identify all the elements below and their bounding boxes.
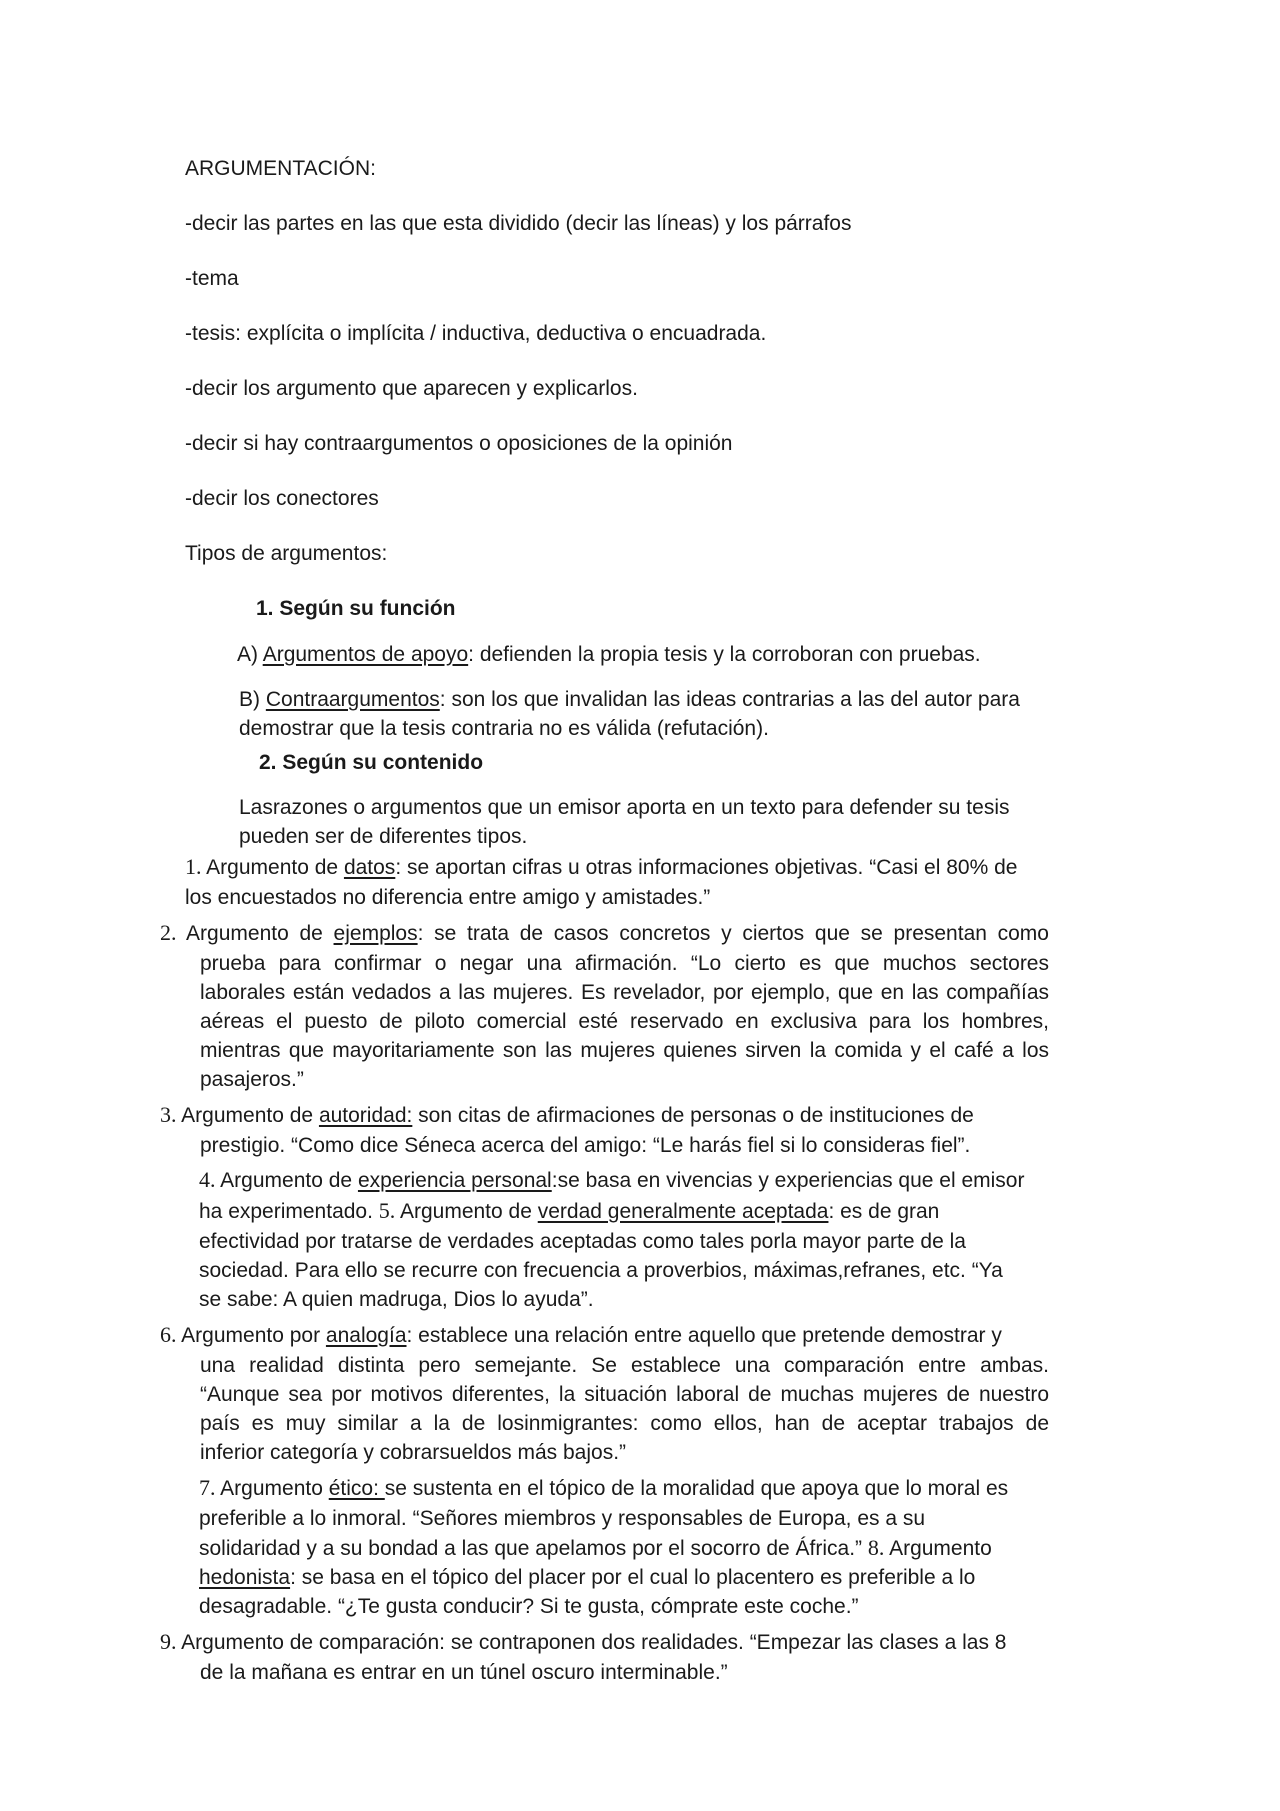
support-arguments-line: A) Argumentos de apoyo: defienden la propia tesis y la corroboran con pruebas. [237, 643, 981, 666]
term-autoridad: autoridad: [318, 1104, 413, 1127]
instruction-item: -decir los argumento que aparecen y explicarlos. [185, 377, 638, 400]
argument-3: 3. Argumento de autoridad: son citas de afirmaciones de personas o de instituciones de [160, 1102, 974, 1127]
argument-6-line-5: inferior categoría y cobrarsueldos más bajos.” [200, 1441, 627, 1464]
argument-1-line-2: los encuestados no diferencia entre amigo y amistades.” [185, 886, 711, 909]
instruction-item: -decir si hay contraargumentos o oposiciones de la opinión [185, 432, 733, 455]
argument-2-line-4: aéreas el puesto de piloto comercial esté reservado en exclusiva para los hombres, [200, 1010, 1049, 1033]
argument-8-line-3: desagradable. “¿Te gusta conducir? Si te gusta, cómprate este coche.” [199, 1595, 859, 1618]
argument-5-line-4: se sabe: A quien madruga, Dios lo ayuda”. [199, 1288, 594, 1311]
argument-6-line-4: país es muy similar a la de losinmigrantes: como ellos, han de aceptar trabajos de [200, 1412, 1049, 1435]
argument-7-line-2: preferible a lo inmoral. “Señores miembros y responsables de Europa, es a su [199, 1507, 926, 1530]
argument-5: ha experimentado. 5. Argumento de verdad generalmente aceptada: es de gran [199, 1198, 940, 1223]
section2-intro: Lasrazones o argumentos que un emisor aporta en un texto para defender su tesis [239, 796, 1010, 819]
argument-9: 9. Argumento de comparación: se contraponen dos realidades. “Empezar las clases a las 8 [160, 1629, 1007, 1654]
counterarguments-line: B) Contraargumentos: son los que invalidan las ideas contrarias a las del autor para [239, 688, 1020, 711]
document-title: ARGUMENTACIÓN: [185, 157, 376, 180]
argument-8-line-2: hedonista: se basa en el tópico del placer por el cual lo placentero es preferible a lo [199, 1566, 976, 1589]
term-hedonista: hedonista [199, 1566, 291, 1589]
argument-2-line-2: prueba para confirmar o negar una afirmación. “Lo cierto es que muchos sectores [200, 952, 1049, 975]
argument-6: 6. Argumento por analogía: establece una relación entre aquello que pretende demostrar y [160, 1322, 1002, 1347]
argument-2-line-3: laborales están vedados a las mujeres. Es revelador, por ejemplo, que en las compañías [200, 981, 1049, 1004]
argument-1: 1. Argumento de datos: se aportan cifras u otras informaciones objetivas. “Casi el 80% de [185, 854, 1018, 879]
argument-6-line-2: una realidad distinta pero semejante. Se establece una comparación entre ambas. [200, 1354, 1049, 1377]
term-counterarguments: Contraargumentos [265, 688, 440, 711]
argument-7: 7. Argumento ético: se sustenta en el tópico de la moralidad que apoya que lo moral es [199, 1475, 1009, 1500]
argument-5-line-3: sociedad. Para ello se recurre con frecuencia a proverbios, máximas,refranes, etc. “Ya [199, 1259, 1003, 1282]
term-verdad-aceptada: verdad generalmente aceptada [537, 1200, 829, 1223]
argument-5-line-2: efectividad por tratarse de verdades aceptadas como tales porla mayor parte de la [199, 1230, 966, 1253]
argument-2-line-6: pasajeros.” [200, 1068, 304, 1091]
term-experiencia-personal: experiencia personal [357, 1169, 552, 1192]
argument-4: 4. Argumento de experiencia personal:se basa en vivencias y experiencias que el emisor [199, 1167, 1025, 1192]
types-heading: Tipos de argumentos: [185, 542, 388, 565]
argument-8: solidaridad y a su bondad a las que apelamos por el socorro de África.” 8. Argumento [199, 1535, 992, 1560]
instruction-item: -decir los conectores [185, 487, 379, 510]
argument-3-line-2: prestigio. “Como dice Séneca acerca del amigo: “Le harás fiel si lo consideras fiel”. [200, 1134, 971, 1157]
instruction-item: -tema [185, 267, 239, 290]
term-etico: ético: [328, 1477, 385, 1500]
term-analogia: analogía [325, 1324, 407, 1347]
argument-2-line-5: mientras que mayoritariamente son las mujeres quienes sirven la comida y el café a los [200, 1039, 1049, 1062]
section2-heading: 2. Según su contenido [259, 751, 484, 774]
term-datos: datos [343, 856, 396, 879]
instruction-item: -tesis: explícita o implícita / inductiva, deductiva o encuadrada. [185, 322, 767, 345]
argument-9-line-2: de la mañana es entrar en un túnel oscuro interminable.” [200, 1661, 728, 1684]
instruction-item: -decir las partes en las que esta dividido (decir las líneas) y los párrafos [185, 212, 852, 235]
section2-intro-2: pueden ser de diferentes tipos. [239, 825, 528, 848]
argument-6-line-3: “Aunque sea por motivos diferentes, la situación laboral de muchas mujeres de nuestro [200, 1383, 1049, 1406]
counterarguments-line-2: demostrar que la tesis contraria no es válida (refutación). [239, 717, 769, 740]
section1-heading: 1. Según su función [256, 597, 456, 620]
argument-2: 2. Argumento de ejemplos: se trata de casos concretos y ciertos que se presentan como [160, 920, 1049, 945]
term-support-arguments: Argumentos de apoyo [262, 643, 469, 666]
term-ejemplos: ejemplos [333, 922, 418, 945]
